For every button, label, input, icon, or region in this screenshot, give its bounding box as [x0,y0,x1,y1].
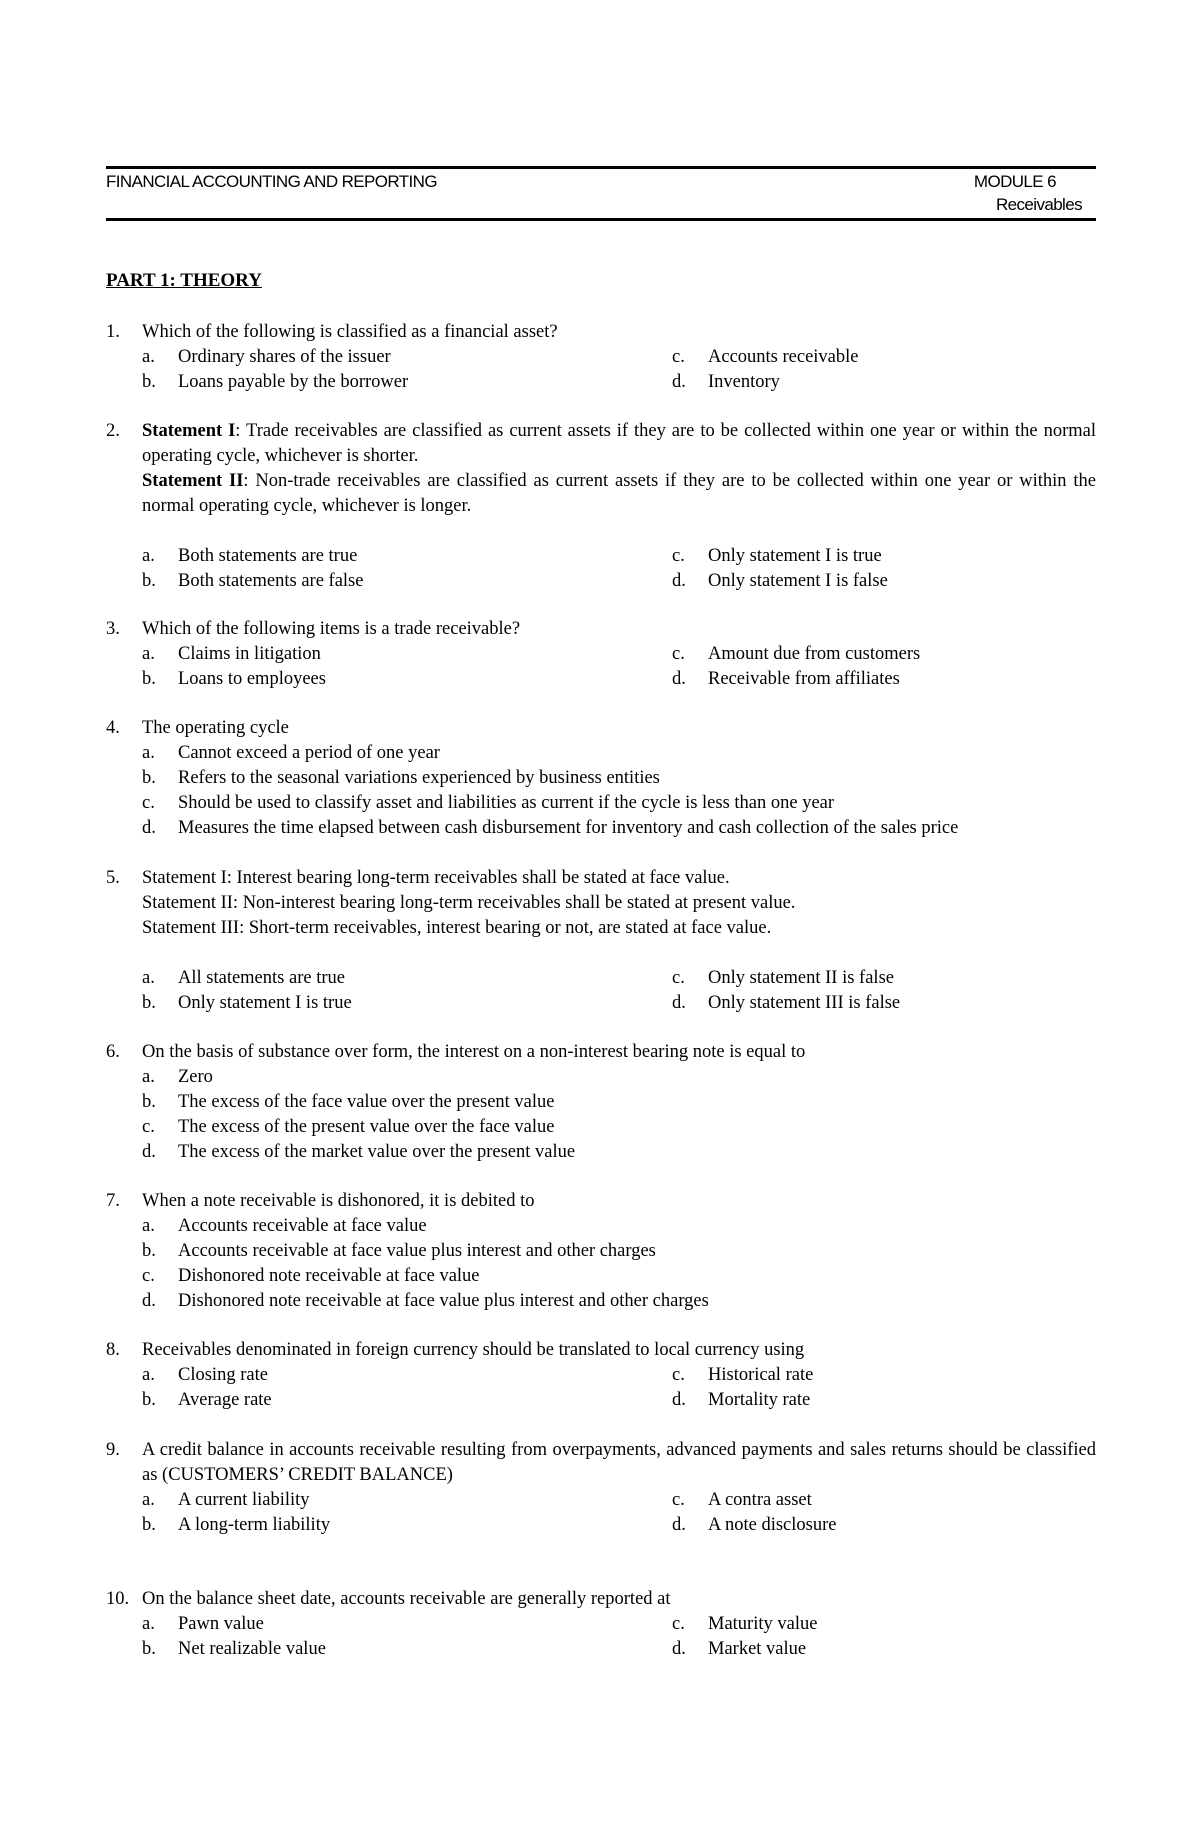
question-stem: A credit balance in accounts receivable resulting from overpayments, advanced payments and sales returns should be classified as (CUSTOMERS’ CREDIT BALANCE) [142,1440,1096,1485]
option-d: d. Only statement I is false [672,571,888,591]
question-7 [106,1189,1096,1314]
statement-1: Statement I: Trade receivables are classified as current assets if they are to be collected within one year or within the normal operating cycle, whichever is shorter. [142,421,1096,466]
option-a: a. Ordinary shares of the issuer [142,347,391,367]
course-title: FINANCIAL ACCOUNTING AND REPORTING [106,172,437,191]
option-c: c. Only statement II is false [672,968,894,988]
question-6 [106,1040,1096,1165]
option-d: d. A note disclosure [672,1515,837,1535]
option-b: b. Only statement I is true [142,993,352,1013]
header-top-rule [106,166,1096,169]
module-label: MODULE 6 [973,172,1056,191]
question-number: 9. [106,1440,120,1460]
option-c: c. Maturity value [672,1614,818,1634]
question-number: 1. [106,322,120,342]
option-a: a. Closing rate [142,1365,268,1385]
option-d: d. Dishonored note receivable at face value plus interest and other charges [142,1291,709,1311]
option-b: b. Both statements are false [142,571,364,591]
part-title: PART 1: THEORY [106,270,262,291]
option-c: c. Only statement I is true [672,546,882,566]
option-b: b. Refers to the seasonal variations experienced by business entities [142,768,660,788]
option-c: c. Dishonored note receivable at face value [142,1266,480,1286]
page-header [106,166,1096,214]
option-a: a. Cannot exceed a period of one year [142,743,440,763]
module-topic: Receivables [995,195,1082,214]
question-9 [106,1438,1096,1538]
question-stem: Which of the following items is a trade receivable? [142,619,521,639]
option-d: d. The excess of the market value over the present value [142,1142,576,1162]
option-a: a. Pawn value [142,1614,264,1634]
header-bottom-rule [106,218,1096,221]
option-c: c. Historical rate [672,1365,814,1385]
statement-1: Statement I: Interest bearing long-term receivables shall be stated at face value. [142,868,730,888]
question-4 [106,716,1096,841]
option-d: d. Mortality rate [672,1390,811,1410]
option-c: c. The excess of the present value over the face value [142,1117,555,1137]
question-stem: Receivables denominated in foreign currency should be translated to local currency using [142,1340,805,1360]
option-b: b. The excess of the face value over the present value [142,1092,555,1112]
option-c: c. A contra asset [672,1490,812,1510]
question-5 [106,866,1096,1016]
question-number: 5. [106,868,120,888]
option-a: a. A current liability [142,1490,310,1510]
question-stem: When a note receivable is dishonored, it is debited to [142,1191,535,1211]
question-2 [106,419,1096,594]
question-8 [106,1338,1096,1413]
question-number: 7. [106,1191,120,1211]
statement-2: Statement II: Non-interest bearing long-term receivables shall be stated at present value. [142,893,796,913]
question-stem: On the basis of substance over form, the interest on a non-interest bearing note is equal to [142,1042,806,1062]
option-c: c. Accounts receivable [672,347,859,367]
question-10 [106,1587,1096,1662]
option-d: d. Measures the time elapsed between cash disbursement for inventory and cash collection of the sales price [142,818,959,838]
option-a: a. All statements are true [142,968,345,988]
option-d: d. Market value [672,1639,807,1659]
option-a: a. Claims in litigation [142,644,321,664]
option-b: b. Average rate [142,1390,272,1410]
question-number: 4. [106,718,120,738]
option-b: b. Loans to employees [142,669,326,689]
statement-3: Statement III: Short-term receivables, interest bearing or not, are stated at face value. [142,918,772,938]
option-b: b. Loans payable by the borrower [142,372,409,392]
question-number: 2. [106,421,120,441]
question-stem: On the balance sheet date, accounts receivable are generally reported at [142,1589,671,1609]
question-3 [106,617,1096,692]
question-number: 10. [106,1589,130,1609]
option-b: b. Accounts receivable at face value plus interest and other charges [142,1241,656,1261]
question-stem: The operating cycle [142,718,289,738]
option-a: a. Zero [142,1067,213,1087]
option-d: d. Receivable from affiliates [672,669,900,689]
option-d: d. Only statement III is false [672,993,901,1013]
option-a: a. Both statements are true [142,546,358,566]
question-number: 3. [106,619,120,639]
question-stem: Which of the following is classified as a financial asset? [142,322,558,342]
option-b: b. A long-term liability [142,1515,331,1535]
question-number: 8. [106,1340,120,1360]
question-1 [106,320,1096,395]
question-number: 6. [106,1042,120,1062]
option-c: c. Amount due from customers [672,644,921,664]
option-a: a. Accounts receivable at face value [142,1216,427,1236]
option-b: b. Net realizable value [142,1639,326,1659]
option-d: d. Inventory [672,372,780,392]
option-c: c. Should be used to classify asset and liabilities as current if the cycle is less than one year [142,793,835,813]
statement-2: Statement II: Non-trade receivables are classified as current assets if they are to be collected within one year or within the normal operating cycle, whichever is longer. [142,471,1096,516]
